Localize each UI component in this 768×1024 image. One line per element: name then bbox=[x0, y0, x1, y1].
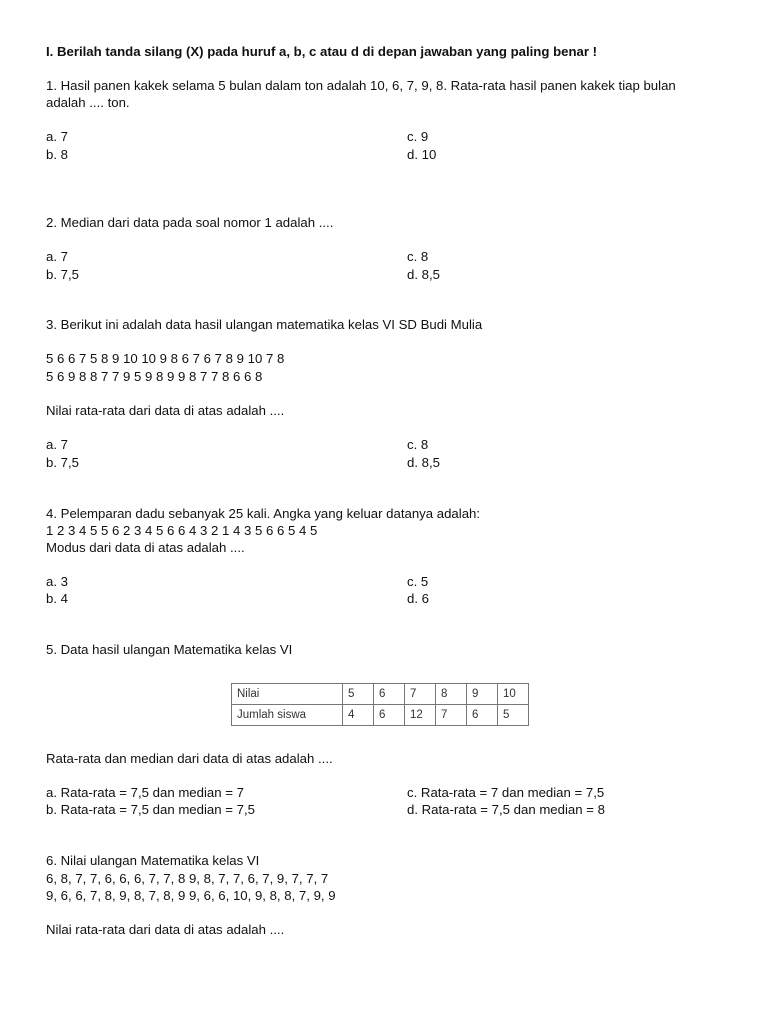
table-cell: 4 bbox=[343, 705, 374, 726]
table-row-label: Jumlah siswa bbox=[232, 705, 343, 726]
q1-option-b: b. 8 bbox=[46, 147, 68, 162]
q3-text: 3. Berikut ini adalah data hasil ulangan matematika kelas VI SD Budi Mulia bbox=[46, 317, 483, 332]
q6-data-line2: 9, 6, 6, 7, 8, 9, 8, 7, 8, 9 9, 6, 6, 10, 9, 8, 8, 7, 9, 9 bbox=[46, 888, 336, 903]
q5-text: 5. Data hasil ulangan Matematika kelas VI bbox=[46, 642, 293, 657]
q1-option-c: c. 9 bbox=[407, 129, 429, 144]
q3-data-line2: 5 6 9 8 8 7 7 9 5 9 8 9 9 8 7 7 8 6 6 8 bbox=[46, 369, 263, 384]
q4-option-b: b. 4 bbox=[46, 591, 68, 606]
q5-option-a: a. Rata-rata = 7,5 dan median = 7 bbox=[46, 785, 244, 800]
q3-option-b: b. 7,5 bbox=[46, 455, 79, 470]
q1-option-d: d. 10 bbox=[407, 147, 437, 162]
table-row-jumlah-siswa bbox=[232, 705, 529, 726]
table-cell: 6 bbox=[374, 684, 405, 705]
q3-option-a: a. 7 bbox=[46, 437, 68, 452]
q5-option-c: c. Rata-rata = 7 dan median = 7,5 bbox=[407, 785, 605, 800]
table-cell: 7 bbox=[405, 684, 436, 705]
q6-text: 6. Nilai ulangan Matematika kelas VI bbox=[46, 853, 260, 868]
q5-option-d: d. Rata-rata = 7,5 dan median = 8 bbox=[407, 802, 605, 817]
q3-option-d: d. 8,5 bbox=[407, 455, 440, 470]
table-cell: 5 bbox=[498, 705, 529, 726]
q3-option-c: c. 8 bbox=[407, 437, 429, 452]
q3-data-line1: 5 6 6 7 5 8 9 10 10 9 8 6 7 6 7 8 9 10 7 8 bbox=[46, 351, 285, 366]
score-table bbox=[231, 683, 529, 726]
table-cell: 9 bbox=[467, 684, 498, 705]
q6-question: Nilai rata-rata dari data di atas adalah .... bbox=[46, 922, 285, 937]
table-cell: 6 bbox=[374, 705, 405, 726]
q1-text-line1: 1. Hasil panen kakek selama 5 bulan dalam ton adalah 10, 6, 7, 9, 8. Rata-rata hasil panen kakek tiap bulan bbox=[46, 78, 676, 93]
q2-text: 2. Median dari data pada soal nomor 1 adalah .... bbox=[46, 215, 334, 230]
q3-question: Nilai rata-rata dari data di atas adalah .... bbox=[46, 403, 285, 418]
table-cell: 6 bbox=[467, 705, 498, 726]
table-cell: 5 bbox=[343, 684, 374, 705]
q4-question: Modus dari data di atas adalah .... bbox=[46, 540, 245, 555]
instruction-heading: I. Berilah tanda silang (X) pada huruf a, b, c atau d di depan jawaban yang paling benar ! bbox=[46, 44, 598, 59]
q4-option-c: c. 5 bbox=[407, 574, 429, 589]
q4-data: 1 2 3 4 5 5 6 2 3 4 5 6 6 4 3 2 1 4 3 5 6 6 5 4 5 bbox=[46, 523, 318, 538]
table-cell: 7 bbox=[436, 705, 467, 726]
table-cell: 10 bbox=[498, 684, 529, 705]
q5-question: Rata-rata dan median dari data di atas adalah .... bbox=[46, 751, 333, 766]
table-cell: 8 bbox=[436, 684, 467, 705]
q2-option-c: c. 8 bbox=[407, 249, 429, 264]
q4-text: 4. Pelemparan dadu sebanyak 25 kali. Angka yang keluar datanya adalah: bbox=[46, 506, 481, 521]
table-row-nilai bbox=[232, 684, 529, 705]
q5-option-b: b. Rata-rata = 7,5 dan median = 7,5 bbox=[46, 802, 255, 817]
q1-option-a: a. 7 bbox=[46, 129, 68, 144]
q2-option-a: a. 7 bbox=[46, 249, 68, 264]
q2-option-b: b. 7,5 bbox=[46, 267, 79, 282]
q4-option-d: d. 6 bbox=[407, 591, 429, 606]
q2-option-d: d. 8,5 bbox=[407, 267, 440, 282]
table-row-label: Nilai bbox=[232, 684, 343, 705]
q4-option-a: a. 3 bbox=[46, 574, 68, 589]
q1-text-line2: adalah .... ton. bbox=[46, 95, 130, 110]
table-cell: 12 bbox=[405, 705, 436, 726]
q6-data-line1: 6, 8, 7, 7, 6, 6, 6, 7, 7, 8 9, 8, 7, 7, 6, 7, 9, 7, 7, 7 bbox=[46, 871, 329, 886]
